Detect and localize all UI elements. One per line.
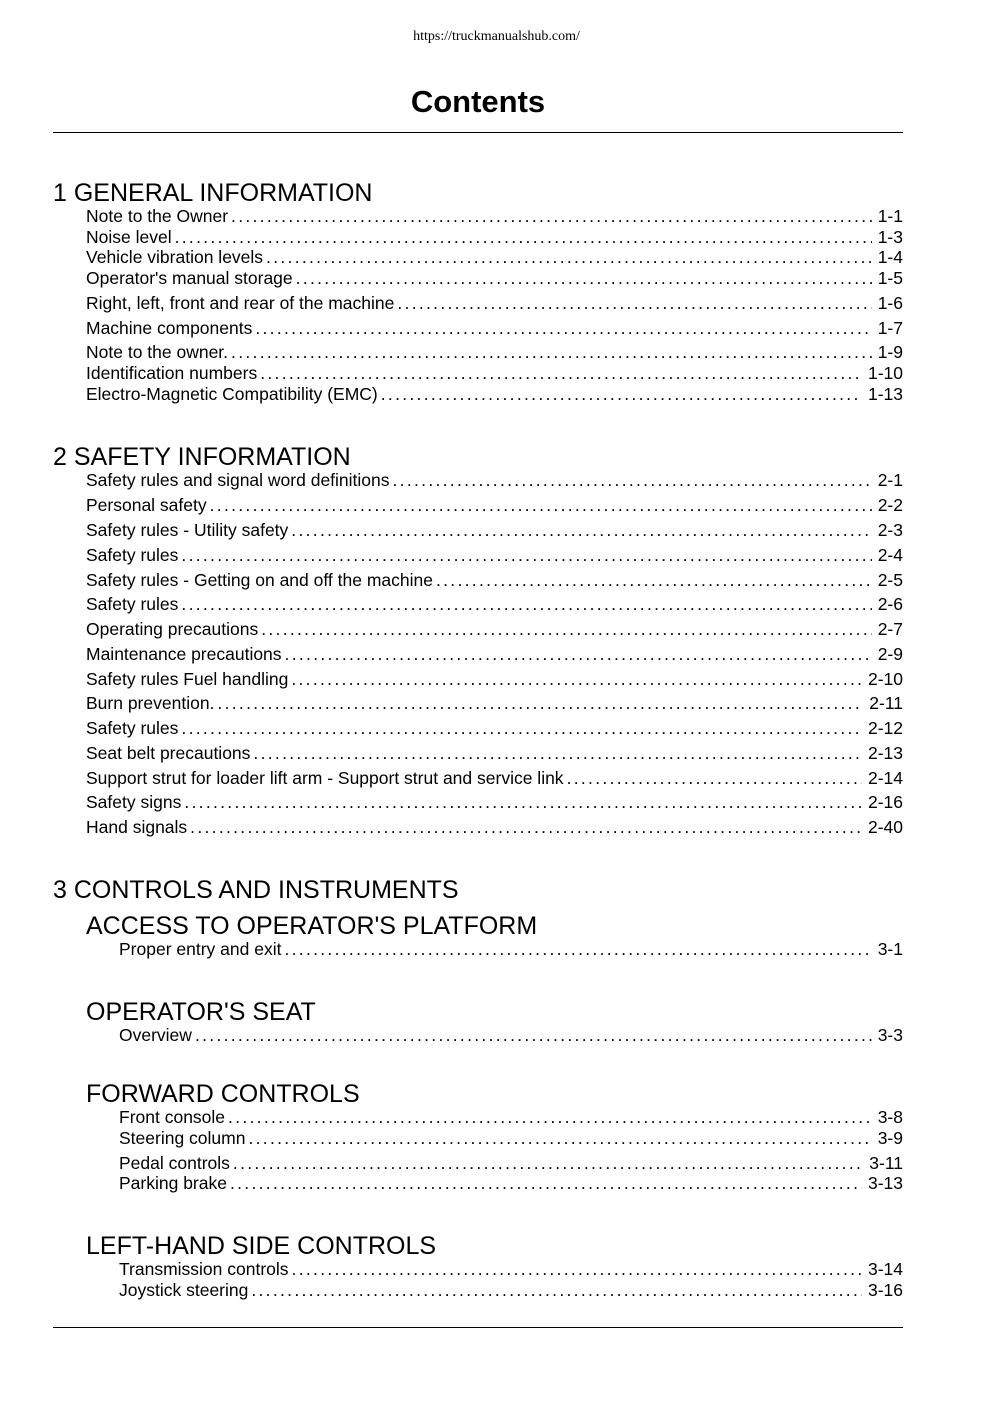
toc-entry[interactable]	[86, 593, 903, 615]
toc-entry-label: Support strut for loader lift arm - Support strut and service link	[86, 768, 564, 788]
toc-entry-page: 2-40	[867, 817, 903, 837]
toc-entry-label: Proper entry and exit	[119, 939, 282, 959]
toc-entry-label: Vehicle vibration levels	[86, 247, 264, 267]
toc-entry-page: 1-5	[877, 268, 903, 288]
toc-entry-label: Front console	[119, 1107, 226, 1127]
dot-leader	[187, 816, 862, 838]
toc-entry-label: Steering column	[119, 1128, 246, 1148]
toc-entry-label: Personal safety	[86, 495, 207, 515]
toc-entry-page: 2-12	[867, 718, 903, 738]
toc-entry[interactable]	[86, 362, 903, 384]
toc-entry-label: Safety rules and signal word definitions	[86, 470, 390, 490]
dot-leader	[214, 692, 863, 714]
toc-entry-page: 3-11	[869, 1153, 903, 1173]
toc-entry-page: 3-16	[867, 1280, 903, 1300]
toc-entry[interactable]	[86, 519, 903, 541]
dot-leader	[394, 292, 871, 314]
toc-entry[interactable]	[86, 544, 903, 566]
toc-entry-label: Noise level	[86, 227, 172, 247]
toc-entry-page: 3-14	[867, 1259, 903, 1279]
page-title: Contents	[410, 84, 546, 119]
toc-entry-label: Machine components	[86, 318, 253, 338]
toc-entry-page: 3-3	[877, 1025, 903, 1045]
toc-entry[interactable]	[86, 816, 903, 838]
toc-entry-page: 2-4	[877, 545, 903, 565]
toc-entry-page: 3-1	[877, 939, 903, 959]
toc-entry-page: 3-13	[867, 1173, 903, 1193]
dot-leader	[564, 767, 862, 789]
dot-leader	[288, 519, 871, 541]
toc-entry-page: 2-13	[867, 743, 903, 763]
toc-entry-label: Seat belt precautions	[86, 743, 251, 763]
toc-entry-page: 1-7	[877, 318, 903, 338]
toc-entry-label: Safety rules - Getting on and off the machine	[86, 570, 433, 590]
toc-entry-label: Safety rules	[86, 718, 179, 738]
toc-entry[interactable]	[86, 226, 903, 248]
toc-entry[interactable]	[119, 1152, 903, 1174]
section-heading-general-information: 1 GENERAL INFORMATION	[53, 179, 373, 207]
toc-entry-label: Safety signs	[86, 792, 182, 812]
toc-entry[interactable]	[119, 1127, 903, 1149]
toc-entry[interactable]	[119, 1258, 903, 1280]
toc-entry-label: Safety rules	[86, 594, 179, 614]
toc-entry-page: 2-14	[867, 768, 903, 788]
toc-entry[interactable]	[119, 1279, 903, 1301]
dot-leader	[227, 1172, 862, 1194]
dot-leader	[192, 1024, 872, 1046]
dot-leader	[378, 383, 862, 405]
toc-entry-label: Safety rules - Utility safety	[86, 520, 289, 540]
toc-entry-page: 2-9	[877, 644, 903, 664]
toc-entry-page: 2-7	[877, 619, 903, 639]
toc-entry-page: 2-16	[867, 792, 903, 812]
toc-entry-label: Burn prevention.	[86, 693, 215, 713]
toc-entry[interactable]	[86, 469, 903, 491]
dot-leader	[178, 717, 862, 739]
dot-leader	[230, 1152, 863, 1174]
toc-entry[interactable]	[86, 668, 903, 690]
toc-entry-label: Overview	[119, 1025, 192, 1045]
toc-entry[interactable]	[86, 717, 903, 739]
dot-leader	[288, 668, 862, 690]
subsection-heading-left-hand-side-controls: LEFT-HAND SIDE CONTROLS	[86, 1232, 437, 1260]
subsection-heading-forward-controls: FORWARD CONTROLS	[86, 1080, 360, 1108]
toc-entry-label: Joystick steering	[119, 1280, 249, 1300]
toc-entry[interactable]	[86, 742, 903, 764]
toc-entry[interactable]	[86, 267, 903, 289]
toc-entry-label: Identification numbers	[86, 363, 258, 383]
toc-entry[interactable]	[86, 317, 903, 339]
toc-entry-page: 3-8	[877, 1107, 903, 1127]
toc-entry-label: Parking brake	[119, 1173, 227, 1193]
toc-entry-page: 1-10	[867, 363, 903, 383]
toc-entry-label: Pedal controls	[119, 1153, 230, 1173]
toc-entry[interactable]	[86, 767, 903, 789]
dot-leader	[258, 618, 872, 640]
toc-entry-page: 2-5	[877, 570, 903, 590]
dot-leader	[172, 226, 872, 248]
dot-leader	[228, 205, 872, 227]
dot-leader	[178, 544, 871, 566]
toc-entry[interactable]	[86, 205, 903, 227]
dot-leader	[293, 267, 872, 289]
dot-leader	[250, 742, 862, 764]
dot-leader	[245, 1127, 871, 1149]
toc-entry-page: 3-9	[877, 1128, 903, 1148]
toc-entry-page: 1-13	[867, 384, 903, 404]
toc-entry[interactable]	[86, 292, 903, 314]
dot-leader	[178, 593, 871, 615]
toc-entry[interactable]	[86, 791, 903, 813]
toc-entry-label: Electro-Magnetic Compatibility (EMC)	[86, 384, 378, 404]
dot-leader	[248, 1279, 862, 1301]
toc-entry-page: 1-4	[877, 247, 903, 267]
toc-entry-label: Maintenance precautions	[86, 644, 282, 664]
toc-entry-label: Right, left, front and rear of the machine	[86, 293, 395, 313]
toc-entry[interactable]	[119, 1106, 903, 1128]
dot-leader	[228, 341, 872, 363]
section-heading-controls-and-instruments: 3 CONTROLS AND INSTRUMENTS	[53, 876, 459, 904]
dot-leader	[207, 494, 872, 516]
toc-entry-page: 1-9	[877, 342, 903, 362]
toc-entry-page: 1-6	[877, 293, 903, 313]
toc-entry[interactable]	[119, 1024, 903, 1046]
toc-entry[interactable]	[86, 569, 903, 591]
toc-entry-label: Hand signals	[86, 817, 188, 837]
toc-entry-label: Safety rules Fuel handling	[86, 669, 289, 689]
toc-entry[interactable]	[119, 1172, 903, 1194]
toc-entry[interactable]	[86, 383, 903, 405]
toc-entry-page: 2-11	[869, 693, 903, 713]
dot-leader	[252, 317, 871, 339]
toc-entry-label: Transmission controls	[119, 1259, 289, 1279]
subsection-heading-access-to-operators-platform: ACCESS TO OPERATOR'S PLATFORM	[86, 912, 538, 940]
toc-entry-page: 2-10	[867, 669, 903, 689]
toc-entry[interactable]	[86, 341, 903, 363]
toc-entry[interactable]	[86, 692, 903, 714]
toc-entry-page: 2-6	[877, 594, 903, 614]
toc-entry-label: Operating precautions	[86, 619, 259, 639]
toc-entry-label: Note to the Owner	[86, 206, 229, 226]
subsection-heading-operators-seat: OPERATOR'S SEAT	[86, 998, 316, 1026]
dot-leader	[282, 643, 872, 665]
toc-entry[interactable]	[119, 938, 903, 960]
dot-leader	[390, 469, 872, 491]
section-heading-safety-information: 2 SAFETY INFORMATION	[53, 443, 351, 471]
toc-entry-page: 2-2	[877, 495, 903, 515]
toc-entry-page: 2-1	[877, 470, 903, 490]
dot-leader	[257, 362, 862, 384]
toc-entry-page: 2-3	[877, 520, 903, 540]
toc-entry-label: Note to the owner.	[86, 342, 229, 362]
toc-entry-page: 1-3	[877, 227, 903, 247]
source-url[interactable]: https://truckmanualshub.com/	[413, 29, 580, 44]
toc-entry-page: 1-1	[877, 206, 903, 226]
dot-leader	[263, 246, 872, 268]
dot-leader	[433, 569, 872, 591]
top-divider	[53, 132, 903, 133]
toc-entry[interactable]	[86, 494, 903, 516]
dot-leader	[225, 1106, 872, 1128]
dot-leader	[181, 791, 862, 813]
bottom-divider	[53, 1327, 903, 1328]
toc-entry[interactable]	[86, 246, 903, 268]
toc-entry-label: Operator's manual storage	[86, 268, 293, 288]
dot-leader	[281, 938, 871, 960]
toc-entry[interactable]	[86, 618, 903, 640]
dot-leader	[289, 1258, 862, 1280]
toc-entry[interactable]	[86, 643, 903, 665]
toc-entry-label: Safety rules	[86, 545, 179, 565]
